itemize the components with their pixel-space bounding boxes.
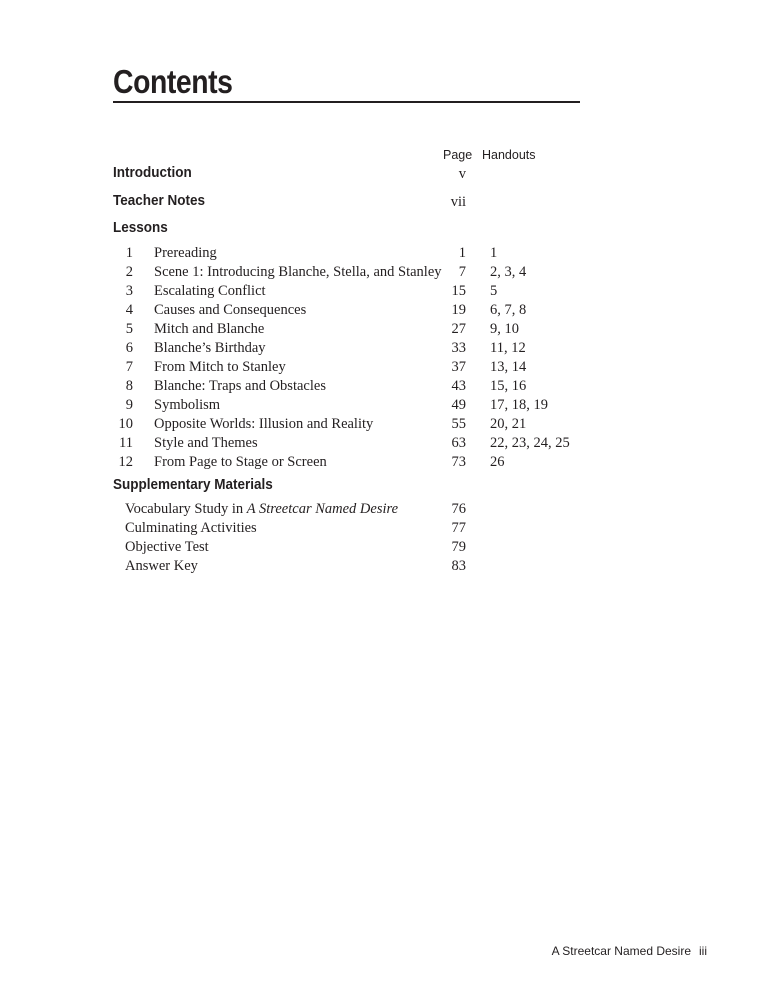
- lesson-number: 11: [119, 435, 133, 451]
- lesson-row: [0, 302, 773, 321]
- lesson-title: Scene 1: Introducing Blanche, Stella, and Stanley: [154, 264, 442, 280]
- supplementary-row: [0, 539, 773, 558]
- supplementary-row: [0, 501, 773, 520]
- lesson-handouts: 1: [490, 245, 498, 261]
- supplementary-page: 79: [451, 539, 466, 555]
- lesson-page: 19: [451, 302, 466, 318]
- section-introduction: Introduction: [113, 164, 192, 181]
- page-title: Contents: [113, 63, 233, 100]
- lesson-number: 12: [118, 454, 133, 470]
- footer-page-number: iii: [699, 944, 707, 958]
- lesson-row: [0, 359, 773, 378]
- lesson-page: 55: [451, 416, 466, 432]
- lesson-number: 7: [125, 359, 133, 375]
- lesson-row: [0, 435, 773, 454]
- lesson-page: 1: [458, 245, 466, 261]
- lesson-handouts: 11, 12: [490, 340, 526, 356]
- lesson-page: 49: [451, 397, 466, 413]
- lesson-title: Opposite Worlds: Illusion and Reality: [154, 416, 374, 432]
- supplementary-title-text: Answer Key: [125, 558, 198, 574]
- lesson-title: Blanche: Traps and Obstacles: [154, 378, 326, 394]
- column-header-handouts: Handouts: [482, 148, 536, 162]
- lesson-title: Blanche’s Birthday: [154, 340, 266, 356]
- lesson-handouts: 5: [490, 283, 498, 299]
- section-teacher-notes: Teacher Notes: [113, 192, 206, 209]
- lesson-title: Escalating Conflict: [154, 283, 266, 299]
- lesson-handouts: 13, 14: [490, 359, 527, 375]
- lesson-title: Mitch and Blanche: [154, 321, 265, 337]
- lesson-number: 3: [125, 283, 133, 299]
- lesson-handouts: 20, 21: [490, 416, 527, 432]
- lesson-row: [0, 397, 773, 416]
- lesson-page: 73: [451, 454, 466, 470]
- lesson-number: 10: [118, 416, 133, 432]
- lesson-handouts: 6, 7, 8: [490, 302, 527, 318]
- teacher-notes-page: vii: [450, 194, 466, 210]
- supplementary-row: [0, 520, 773, 539]
- lesson-row: [0, 416, 773, 435]
- column-header-page: Page: [443, 148, 473, 162]
- lesson-handouts: 15, 16: [490, 378, 527, 394]
- lesson-page: 27: [451, 321, 466, 337]
- lesson-page: 37: [451, 359, 466, 375]
- lesson-number: 6: [125, 340, 133, 356]
- supplementary-title-text: Objective Test: [125, 539, 209, 555]
- lesson-handouts: 2, 3, 4: [490, 264, 527, 280]
- supplementary-page: 76: [451, 501, 466, 517]
- lesson-title: From Mitch to Stanley: [154, 359, 286, 375]
- lesson-title: Style and Themes: [154, 435, 258, 451]
- supplementary-title: [125, 501, 398, 518]
- supplementary-title: [125, 558, 198, 575]
- supplementary-title-text: Culminating Activities: [125, 520, 257, 536]
- lesson-row: [0, 245, 773, 264]
- lesson-page: 33: [451, 340, 466, 356]
- supplementary-row: [0, 558, 773, 577]
- lesson-title: Symbolism: [154, 397, 221, 413]
- lesson-row: [0, 454, 773, 473]
- lesson-handouts: 17, 18, 19: [490, 397, 548, 413]
- lesson-row: [0, 283, 773, 302]
- lesson-handouts: 22, 23, 24, 25: [490, 435, 570, 451]
- supplementary-title-italic: A Streetcar Named Desire: [246, 501, 399, 517]
- lesson-row: [0, 378, 773, 397]
- supplementary-title: [125, 520, 257, 537]
- introduction-page: v: [458, 166, 466, 182]
- page-footer: [552, 944, 707, 958]
- lesson-number: 8: [125, 378, 133, 394]
- lesson-number: 9: [125, 397, 133, 413]
- lesson-page: 15: [451, 283, 466, 299]
- footer-book-title: A Streetcar Named Desire: [551, 944, 691, 958]
- lesson-number: 4: [125, 302, 133, 318]
- lesson-number: 5: [125, 321, 133, 337]
- lesson-row: [0, 321, 773, 340]
- supplementary-page: 77: [451, 520, 466, 536]
- supplementary-title-text: Vocabulary Study in: [125, 501, 247, 517]
- supplementary-title: [125, 539, 209, 556]
- title-rule: [113, 101, 580, 103]
- section-lessons: Lessons: [113, 219, 168, 236]
- lesson-page: 7: [458, 264, 466, 280]
- lesson-page: 63: [451, 435, 466, 451]
- lesson-title: From Page to Stage or Screen: [154, 454, 327, 470]
- lesson-handouts: 26: [490, 454, 505, 470]
- lesson-title: Prereading: [154, 245, 217, 261]
- lesson-number: 1: [125, 245, 133, 261]
- supplementary-page: 83: [451, 558, 466, 574]
- section-supplementary: Supplementary Materials: [113, 476, 273, 493]
- lesson-title: Causes and Consequences: [154, 302, 307, 318]
- lesson-handouts: 9, 10: [490, 321, 519, 337]
- lesson-row: [0, 264, 773, 283]
- lesson-row: [0, 340, 773, 359]
- lesson-page: 43: [451, 378, 466, 394]
- lesson-number: 2: [125, 264, 133, 280]
